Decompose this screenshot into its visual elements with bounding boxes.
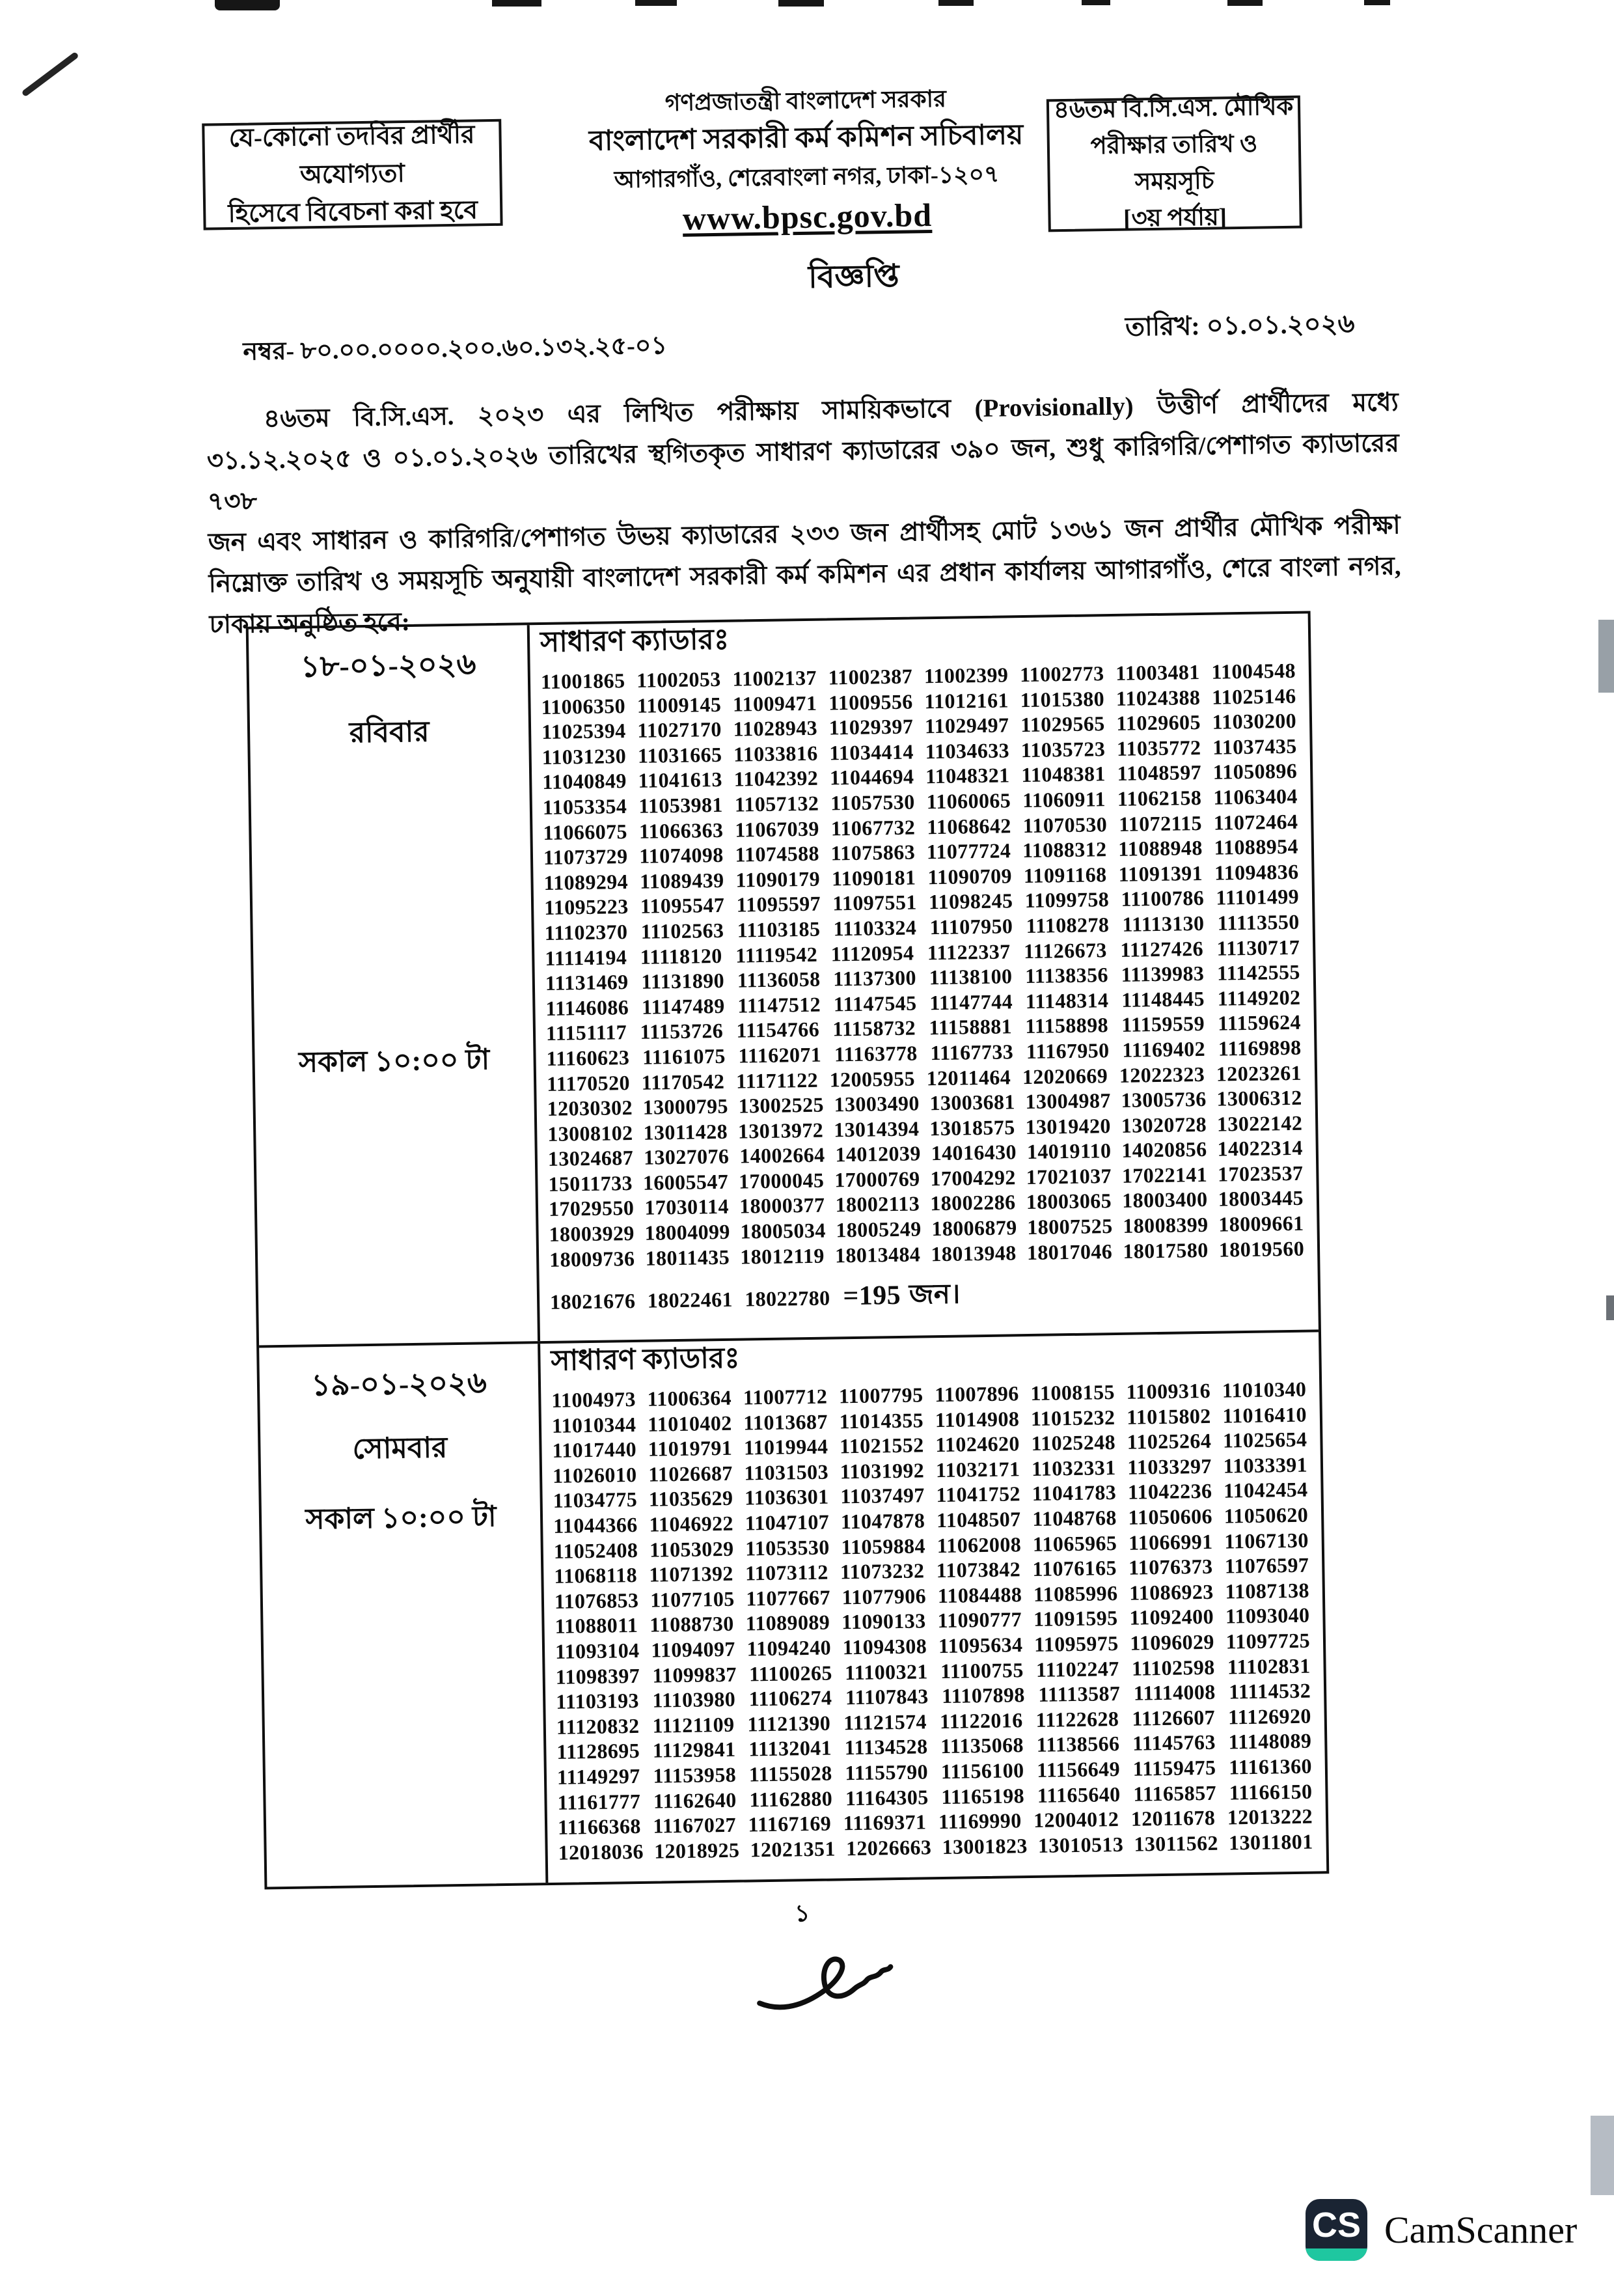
session-rolls-cell — [540, 1332, 1326, 1883]
candidate-count: =195 জন। — [843, 1279, 961, 1312]
camscanner-watermark — [1306, 2199, 1577, 2261]
body-line: ৩১.১২.২০২৫ ও ০১.০১.২০২৬ তারিখের স্থগিতকৃত সাধারণ ক্যাডারের ৩৯০ জন, শুধু কারিগরি/পেশাগত ক্যাডারের ৭৩৮ — [206, 429, 1400, 516]
roll-number-row: 11068118 11071392 11073112 11073232 11073842 11076165 11076373 11076597 — [554, 1553, 1309, 1588]
signature-mark — [755, 1946, 899, 2023]
website-url: www.bpsc.gov.bd — [682, 197, 933, 237]
body-line-bold-text: আগারগাঁও, শেরে বাংলা নগর, — [1095, 552, 1401, 585]
organization-name: বাংলাদেশ সরকারী কর্ম কমিশন সচিবালয় — [588, 119, 1024, 157]
session-day: সোমবার — [352, 1432, 448, 1465]
organization-address: আগারগাঁও, শেরেবাংলা নগর, ঢাকা-১২০৭ — [614, 161, 1000, 193]
roll-number-row: 11114194 11118120 11119542 11120954 11122337 11126673 11127426 11130717 — [545, 935, 1300, 970]
warning-line: যে-কোনো তদবির প্রার্থীর অযোগ্যতা — [228, 120, 475, 189]
roll-number-row: 11004973 11006364 11007712 11007795 11007896 11008155 11009316 11010340 — [551, 1377, 1307, 1412]
body-line-text: নিম্নোক্ত তারিখ ও সময়সূচি অনুযায়ী বাংলাদেশ সরকারী কর্ম কমিশন এর প্রধান কার্যালয় — [208, 557, 1096, 598]
roll-number-row: 11102370 11102563 11103185 11103324 11107950 11108278 11113130 11113550 — [544, 909, 1300, 945]
session-rolls-cell — [530, 614, 1319, 1342]
roll-number-row: 11044366 11046922 11047107 11047878 11048507 11048768 11050606 11050620 — [553, 1502, 1309, 1538]
roll-number-row: 11026010 11026687 11031503 11031992 11032171 11032331 11033297 11033391 — [552, 1452, 1308, 1487]
roll-number-row: 11066075 11066363 11067039 11067732 11068642 11070530 11072115 11072464 — [543, 809, 1298, 844]
notice-body — [206, 381, 1402, 645]
session-date: ১৯-০১-২০২৬ — [310, 1366, 487, 1402]
roll-number-row: 11040849 11041613 11042392 11044694 11048321 11048381 11048597 11050896 — [542, 759, 1298, 794]
roll-number-row: 11010344 11010402 11013687 11014355 11014908 11015232 11015802 11016410 — [551, 1402, 1307, 1437]
roll-number-row: 11095223 11095547 11095597 11097551 11098245 11099758 11100786 11101499 — [543, 885, 1300, 920]
notice-title: বিজ্ঞপ্তি — [808, 258, 900, 295]
roll-number-row: 11131469 11131890 11136058 11137300 11138100 11138356 11139983 11142555 — [545, 960, 1301, 995]
cadre-heading: সাধারণ ক্যাডারঃ — [551, 1342, 740, 1377]
roll-number-row: 11098397 11099837 11100265 11100321 11100755 11102247 11102598 11102831 — [555, 1653, 1311, 1689]
session-day: রবিবার — [349, 715, 430, 749]
roll-number-row: 11151117 11153726 11154766 11158732 11158881 11158898 11159559 11159624 — [545, 1010, 1302, 1045]
roll-number-row: 18003929 18004099 18005034 18005249 18006879 18007525 18008399 18009661 — [549, 1211, 1304, 1246]
government-name: গণপ্রজাতন্ত্রী বাংলাদেশ সরকার — [664, 85, 947, 117]
roll-number-row: 11149297 11153958 11155028 11155790 11156100 11156649 11159475 11161360 — [556, 1754, 1313, 1789]
session-date: ১৮-০১-২০২৬ — [300, 647, 476, 684]
roll-number-row: 11161777 11162640 11162880 11164305 11165198 11165640 11165857 11166150 — [557, 1779, 1313, 1814]
schedule-table — [246, 611, 1330, 1889]
warning-line: হিসেবে বিবেচনা করা হবে — [228, 196, 478, 228]
camscanner-icon-letters: CS — [1311, 2206, 1361, 2245]
reference-number: নম্বর- ৮০.০০.০০০০.২০০.৬০.১৩২.২৫-০১ — [243, 332, 668, 366]
roll-number-row: 11093104 11094097 11094240 11094308 11095634 11095975 11096029 11097725 — [554, 1628, 1311, 1663]
header-center — [571, 80, 1041, 242]
roll-number-row: 11006350 11009145 11009471 11009556 11012161 11015380 11024388 11025146 — [541, 684, 1296, 719]
cadre-heading: সাধারণ ক্যাডারঃ — [540, 623, 730, 659]
roll-number-row: 11120832 11121109 11121390 11121574 11122016 11122628 11126607 11126920 — [556, 1704, 1311, 1739]
session-when-cell — [259, 1344, 548, 1887]
roll-number-row: 11001865 11002053 11002137 11002387 11002399 11002773 11003481 11004548 — [540, 658, 1296, 693]
camscanner-label: CamScanner — [1384, 2209, 1578, 2251]
roll-number-row: 13024687 13027076 14002664 14012039 14016430 14019110 14020856 14022314 — [547, 1135, 1304, 1171]
camscanner-icon-strip — [1306, 2248, 1367, 2261]
roll-number-row: 11073729 11074098 11074588 11075863 11077724 11088312 11088948 11088954 — [543, 834, 1299, 870]
camscanner-icon — [1306, 2199, 1367, 2261]
roll-number-row: 11017440 11019791 11019944 11021552 11024620 11025248 11025264 11025654 — [552, 1427, 1307, 1463]
roll-number-row: 11160623 11161075 11162071 11163778 11167733 11167950 11169402 11169898 — [546, 1035, 1302, 1070]
roll-number-last-row — [550, 1267, 1306, 1325]
roll-numbers: 18021676 18022461 18022780 — [549, 1286, 830, 1314]
roll-number-row: 11170520 11170542 11171122 12005955 12011464 12020669 12022323 12023261 — [546, 1060, 1302, 1096]
roll-number-row: 11025394 11027170 11028943 11029397 11029497 11029565 11029605 11030200 — [541, 708, 1297, 744]
session-time: সকাল ১০:০০ টা — [305, 1501, 497, 1536]
roll-number-row: 11076853 11077105 11077667 11077906 11084488 11085996 11086923 11087138 — [554, 1578, 1310, 1613]
session-when-cell — [249, 625, 540, 1345]
roll-number-row: 11103193 11103980 11106274 11107843 11107898 11113587 11114008 11114532 — [555, 1678, 1311, 1713]
roll-number-row: 12018036 12018925 12021351 12026663 13001823 13010513 13011562 13011801 — [558, 1829, 1313, 1864]
page-number: ১ — [794, 1900, 810, 1927]
schedule-row-2 — [259, 1329, 1326, 1887]
roll-number-row: 11031230 11031665 11033816 11034414 11034633 11035723 11035772 11037435 — [541, 734, 1297, 769]
roll-number-row: 17029550 17030114 18000377 18002113 18002286 18003065 18003400 18003445 — [548, 1186, 1304, 1221]
roll-number-row: 11088011 11088730 11089089 11090133 11090777 11091595 11092400 11093040 — [554, 1603, 1310, 1639]
body-line: ৪৬তম বি.সি.এস. ২০২৩ এর লিখিত পরীক্ষায় সাময়িকভাবে (Provisionally) উত্তীর্ণ প্রার্থীদের মধ্যে — [263, 388, 1399, 434]
session-time: সকাল ১০:০০ টা — [298, 1044, 490, 1079]
roll-number-row: 11052408 11053029 11053530 11059884 11062008 11065965 11066991 11067130 — [553, 1528, 1309, 1563]
exam-box-line: পরীক্ষার তারিখ ও সময়সূচি — [1090, 130, 1258, 196]
exam-box-line: [৩য় পর্যায়] — [1123, 204, 1227, 232]
roll-number-row: 11146086 11147489 11147512 11147545 11147744 11148314 11148445 11149202 — [545, 985, 1301, 1020]
body-line: জন এবং সাধারন ও কারিগরি/পেশাগত উভয় ক্যাডারের ২৩৩ জন প্রার্থীসহ মোট ১৩৬১ জন প্রার্থীর মৌখিক পরীক্ষা — [208, 511, 1401, 557]
roll-number-row: 15011733 16005547 17000045 17000769 17004292 17021037 17022141 17023537 — [548, 1161, 1304, 1196]
roll-number-row: 18009736 18011435 18012119 18013484 18013948 18017046 18017580 18019560 — [549, 1236, 1305, 1271]
roll-number-row: 13008102 13011428 13013972 13014394 13018575 13019420 13020728 13022142 — [547, 1111, 1303, 1146]
exam-box-line: ৪৬তম বি.সি.এস. মৌখিক — [1053, 93, 1294, 124]
roll-number-row: 11128695 11129841 11132041 11134528 11135068 11138566 11145763 11148089 — [556, 1728, 1312, 1764]
roll-number-row: 11166368 11167027 11167169 11169371 11169990 12004012 12011678 12013222 — [557, 1804, 1313, 1839]
pen-stroke-mark — [21, 51, 79, 97]
header-warning-box — [202, 119, 502, 230]
roll-number-row: 11034775 11035629 11036301 11037497 11041752 11041783 11042236 11042454 — [553, 1478, 1308, 1513]
roll-number-row: 11089294 11089439 11090179 11090181 11090709 11091168 11091391 11094836 — [543, 859, 1299, 894]
notice-date: তারিখ: ০১.০১.২০২৬ — [1125, 309, 1355, 342]
roll-number-row: 11053354 11053981 11057132 11057530 11060065 11060911 11062158 11063404 — [542, 784, 1298, 819]
header-exam-box — [1046, 93, 1302, 232]
roll-number-row: 12030302 13000795 13002525 13003490 13003681 13004987 13005736 13006312 — [547, 1085, 1302, 1121]
schedule-row-1 — [249, 614, 1319, 1346]
body-line: ঢাকায় অনুষ্ঠিত হবে: — [209, 607, 411, 639]
